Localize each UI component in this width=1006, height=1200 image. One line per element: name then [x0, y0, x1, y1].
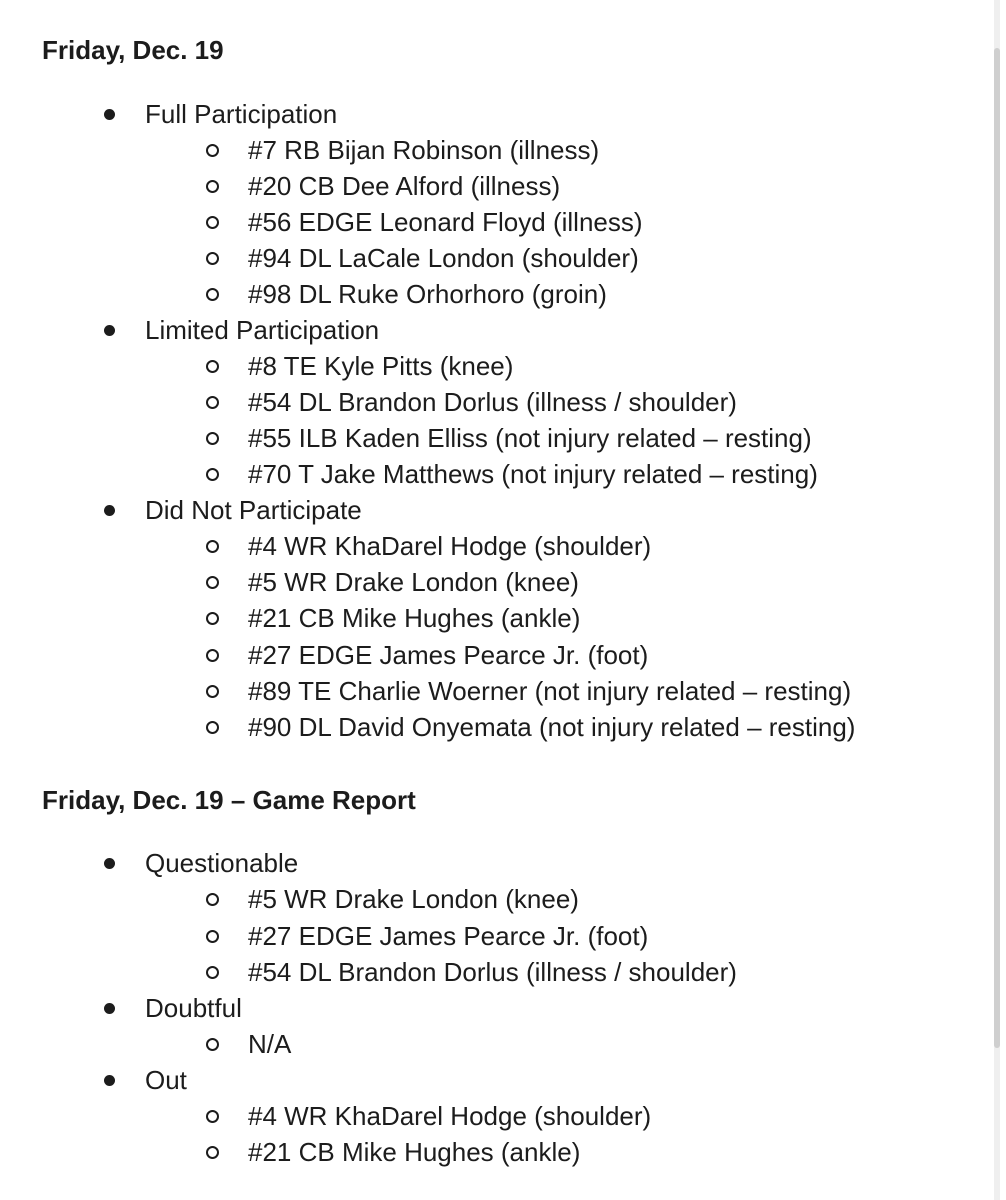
list-item: #27 EDGE James Pearce Jr. (foot) — [248, 918, 648, 954]
list-item: #27 EDGE James Pearce Jr. (foot) — [248, 637, 648, 673]
list-item: #70 T Jake Matthews (not injury related – resting) — [248, 456, 818, 492]
bullet-circle-icon — [206, 180, 219, 193]
list-item: #5 WR Drake London (knee) — [248, 881, 579, 917]
list-item: #90 DL David Onyemata (not injury related – resting) — [248, 709, 855, 745]
bullet-circle-icon — [206, 893, 219, 906]
bullet-disc-icon — [104, 1075, 115, 1086]
bullet-disc-icon — [104, 1003, 115, 1014]
category-out — [145, 1062, 187, 1098]
category-label: Full Participation — [145, 99, 338, 129]
list-item: N/A — [248, 1026, 291, 1062]
list-item: #4 WR KhaDarel Hodge (shoulder) — [248, 528, 651, 564]
bullet-circle-icon — [206, 649, 219, 662]
list-item: #21 CB Mike Hughes (ankle) — [248, 600, 580, 636]
list-item: #55 ILB Kaden Elliss (not injury related – resting) — [248, 420, 812, 456]
category-label: Did Not Participate — [145, 495, 362, 525]
list-item: #98 DL Ruke Orhorhoro (groin) — [248, 276, 607, 312]
bullet-circle-icon — [206, 1146, 219, 1159]
bullet-circle-icon — [206, 360, 219, 373]
category-label: Out — [145, 1065, 187, 1095]
bullet-circle-icon — [206, 468, 219, 481]
bullet-circle-icon — [206, 576, 219, 589]
list-item: #5 WR Drake London (knee) — [248, 564, 579, 600]
bullet-circle-icon — [206, 930, 219, 943]
list-item: #56 EDGE Leonard Floyd (illness) — [248, 204, 643, 240]
bullet-circle-icon — [206, 540, 219, 553]
bullet-circle-icon — [206, 252, 219, 265]
list-item: #54 DL Brandon Dorlus (illness / shoulder) — [248, 384, 737, 420]
scrollbar-thumb[interactable] — [994, 48, 1000, 1048]
category-did-not-participate — [145, 492, 362, 528]
bullet-circle-icon — [206, 612, 219, 625]
category-full-participation — [145, 96, 337, 132]
bullet-circle-icon — [206, 216, 219, 229]
list-item: #21 CB Mike Hughes (ankle) — [248, 1134, 580, 1170]
bullet-circle-icon — [206, 432, 219, 445]
list-item: #89 TE Charlie Woerner (not injury related – resting) — [248, 673, 851, 709]
bullet-circle-icon — [206, 721, 219, 734]
list-item: #4 WR KhaDarel Hodge (shoulder) — [248, 1098, 651, 1134]
list-item: #54 DL Brandon Dorlus (illness / shoulder) — [248, 954, 737, 990]
category-label: Doubtful — [145, 993, 242, 1023]
category-doubtful — [145, 990, 242, 1026]
bullet-circle-icon — [206, 144, 219, 157]
bullet-circle-icon — [206, 288, 219, 301]
list-item: #7 RB Bijan Robinson (illness) — [248, 132, 599, 168]
bullet-disc-icon — [104, 858, 115, 869]
bullet-disc-icon — [104, 109, 115, 120]
bullet-circle-icon — [206, 1110, 219, 1123]
bullet-disc-icon — [104, 505, 115, 516]
bullet-disc-icon — [104, 325, 115, 336]
category-label: Questionable — [145, 848, 299, 878]
category-label: Limited Participation — [145, 315, 380, 345]
category-questionable — [145, 845, 298, 881]
bullet-circle-icon — [206, 966, 219, 979]
list-item: #8 TE Kyle Pitts (knee) — [248, 348, 513, 384]
list-item: #94 DL LaCale London (shoulder) — [248, 240, 639, 276]
list-item: #20 CB Dee Alford (illness) — [248, 168, 560, 204]
bullet-circle-icon — [206, 396, 219, 409]
section-title-practice: Friday, Dec. 19 — [42, 35, 224, 65]
category-limited-participation — [145, 312, 379, 348]
bullet-circle-icon — [206, 1038, 219, 1051]
section-title-game-report: Friday, Dec. 19 – Game Report — [42, 785, 416, 815]
bullet-circle-icon — [206, 685, 219, 698]
